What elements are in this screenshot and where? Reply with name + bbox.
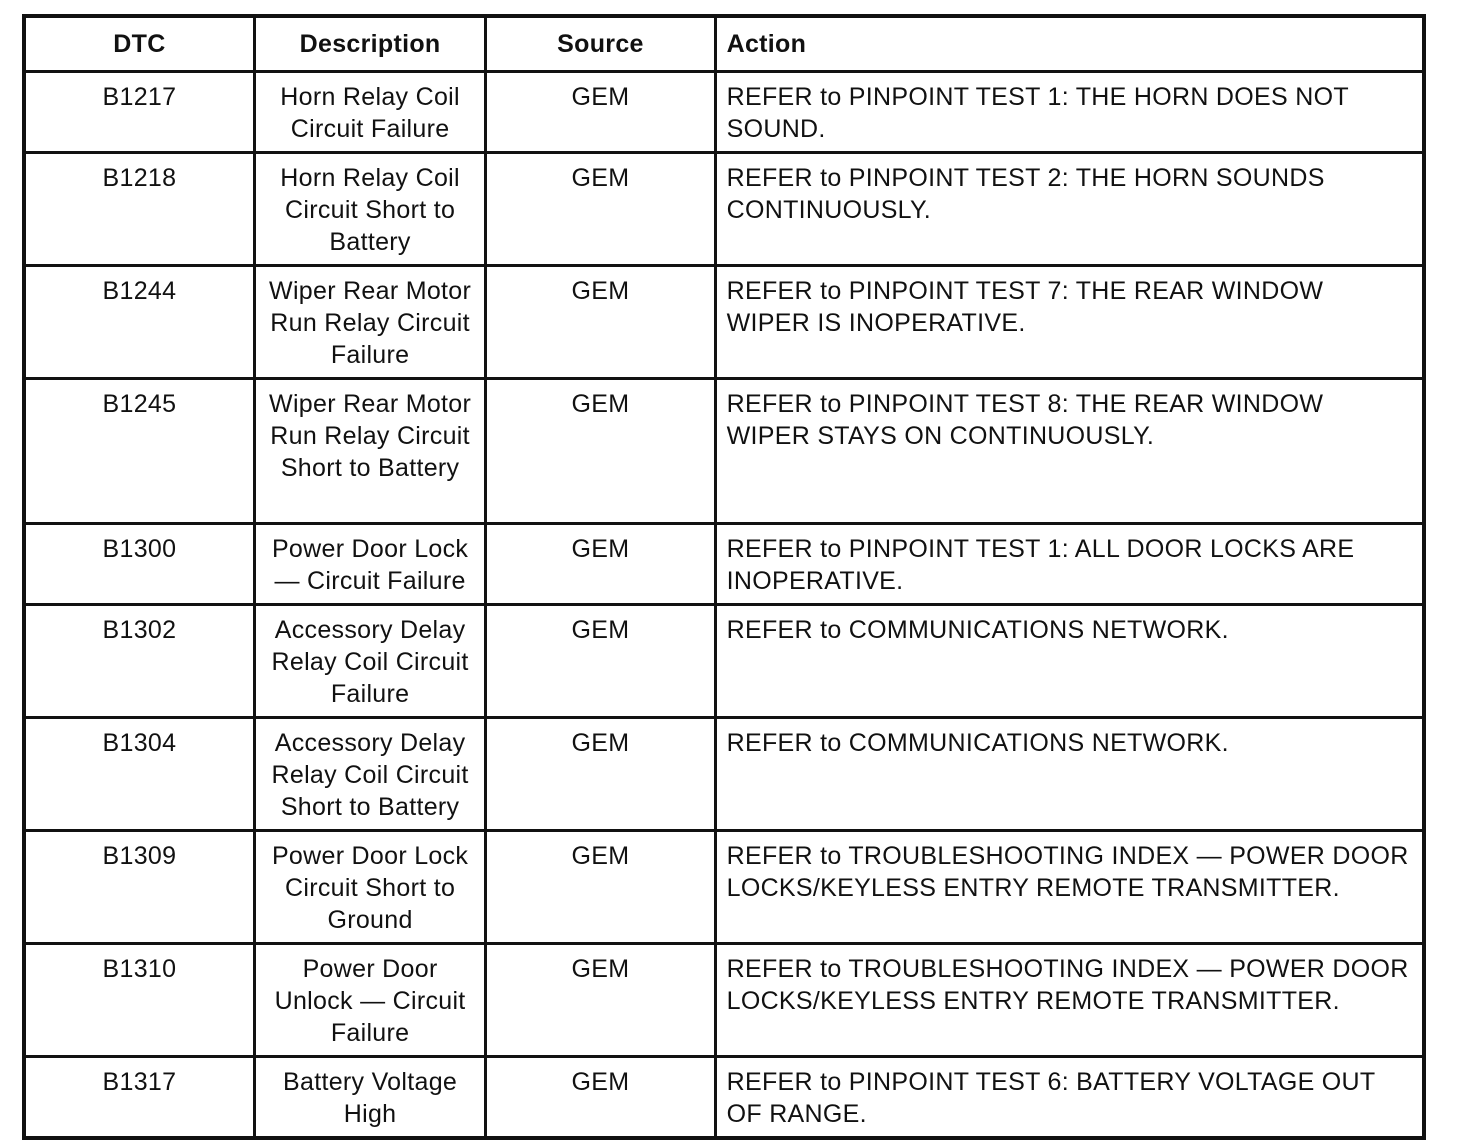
description-cell: Power Door Lock — Circuit Failure <box>254 524 485 605</box>
description-cell: Battery Voltage High <box>254 1057 485 1139</box>
action-cell: REFER to COMMUNICATIONS NETWORK. <box>715 605 1424 718</box>
dtc-code-cell: B1300 <box>24 524 254 605</box>
table-row <box>24 153 1424 266</box>
table-row <box>24 266 1424 379</box>
header-description: Description <box>254 16 485 72</box>
table-row <box>24 379 1424 524</box>
dtc-code-cell: B1304 <box>24 718 254 831</box>
table-row <box>24 944 1424 1057</box>
table-row <box>24 1057 1424 1139</box>
dtc-code-cell: B1217 <box>24 72 254 153</box>
description-cell: Wiper Rear Motor Run Relay Circuit Short to Battery <box>254 379 485 524</box>
table-body <box>24 72 1424 1139</box>
source-cell: GEM <box>486 153 715 266</box>
action-cell: REFER to TROUBLESHOOTING INDEX — POWER DOOR LOCKS/KEYLESS ENTRY REMOTE TRANSMITTER. <box>715 831 1424 944</box>
source-cell: GEM <box>486 72 715 153</box>
source-cell: GEM <box>486 831 715 944</box>
description-cell: Wiper Rear Motor Run Relay Circuit Failure <box>254 266 485 379</box>
action-cell: REFER to PINPOINT TEST 1: THE HORN DOES NOT SOUND. <box>715 72 1424 153</box>
source-cell: GEM <box>486 379 715 524</box>
table-row <box>24 831 1424 944</box>
action-cell: REFER to COMMUNICATIONS NETWORK. <box>715 718 1424 831</box>
dtc-code-cell: B1309 <box>24 831 254 944</box>
action-cell: REFER to PINPOINT TEST 7: THE REAR WINDOW WIPER IS INOPERATIVE. <box>715 266 1424 379</box>
action-cell: REFER to TROUBLESHOOTING INDEX — POWER DOOR LOCKS/KEYLESS ENTRY REMOTE TRANSMITTER. <box>715 944 1424 1057</box>
source-cell: GEM <box>486 718 715 831</box>
table-row <box>24 72 1424 153</box>
action-cell: REFER to PINPOINT TEST 8: THE REAR WINDOW WIPER STAYS ON CONTINUOUSLY. <box>715 379 1424 524</box>
header-dtc: DTC <box>24 16 254 72</box>
dtc-code-cell: B1244 <box>24 266 254 379</box>
dtc-code-cell: B1218 <box>24 153 254 266</box>
action-cell: REFER to PINPOINT TEST 1: ALL DOOR LOCKS ARE INOPERATIVE. <box>715 524 1424 605</box>
table-row <box>24 524 1424 605</box>
source-cell: GEM <box>486 944 715 1057</box>
dtc-code-cell: B1317 <box>24 1057 254 1139</box>
source-cell: GEM <box>486 1057 715 1139</box>
source-cell: GEM <box>486 266 715 379</box>
action-cell: REFER to PINPOINT TEST 2: THE HORN SOUNDS CONTINUOUSLY. <box>715 153 1424 266</box>
table-row <box>24 718 1424 831</box>
table-header-row <box>24 16 1424 72</box>
header-action: Action <box>715 16 1424 72</box>
source-cell: GEM <box>486 524 715 605</box>
description-cell: Power Door Unlock — Circuit Failure <box>254 944 485 1057</box>
dtc-table <box>22 14 1426 1140</box>
description-cell: Power Door Lock Circuit Short to Ground <box>254 831 485 944</box>
action-cell: REFER to PINPOINT TEST 6: BATTERY VOLTAGE OUT OF RANGE. <box>715 1057 1424 1139</box>
source-cell: GEM <box>486 605 715 718</box>
description-cell: Horn Relay Coil Circuit Failure <box>254 72 485 153</box>
dtc-code-cell: B1245 <box>24 379 254 524</box>
dtc-code-cell: B1302 <box>24 605 254 718</box>
header-source: Source <box>486 16 715 72</box>
table-row <box>24 605 1424 718</box>
description-cell: Accessory Delay Relay Coil Circuit Failure <box>254 605 485 718</box>
dtc-code-cell: B1310 <box>24 944 254 1057</box>
description-cell: Accessory Delay Relay Coil Circuit Short to Battery <box>254 718 485 831</box>
description-cell: Horn Relay Coil Circuit Short to Battery <box>254 153 485 266</box>
